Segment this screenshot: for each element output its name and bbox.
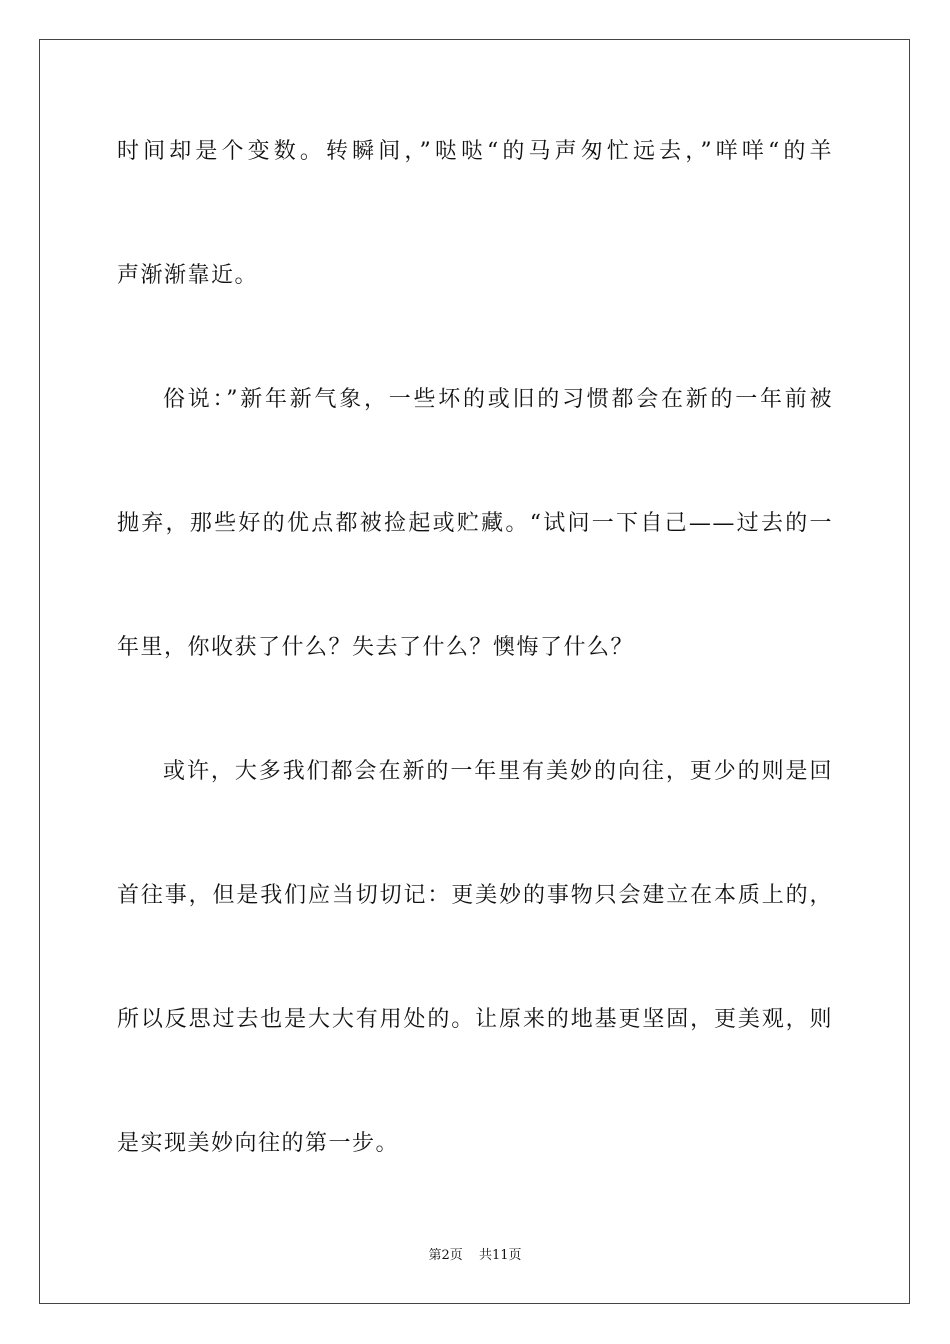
- text-line-6: 或许，大多我们都会在新的一年里有美妙的向往，更少的则是回: [163, 759, 833, 784]
- page-border: [39, 39, 910, 1304]
- text-line-3: 俗说：”新年新气象，一些坏的或旧的习惯都会在新的一年前被: [163, 387, 833, 412]
- page-footer: [0, 1247, 950, 1265]
- text-line-5: 年里，你收获了什么？失去了什么？懊悔了什么？: [117, 635, 635, 660]
- page-total: 共11页: [478, 1248, 522, 1263]
- text-line-7: 首往事，但是我们应当切切记：更美妙的事物只会建立在本质上的，: [117, 883, 833, 908]
- text-line-4: 抛弃，那些好的优点都被捡起或贮藏。“试问一下自己——过去的一: [117, 511, 833, 536]
- text-line-8: 所以反思过去也是大大有用处的。让原来的地基更坚固，更美观，则: [117, 1007, 833, 1032]
- text-line-2: 声渐渐靠近。: [117, 263, 259, 288]
- text-line-9: 是实现美妙向往的第一步。: [117, 1131, 400, 1156]
- text-line-1: 时间却是个变数。转瞬间，”哒哒“的马声匆忙远去，”咩咩“的羊: [117, 139, 833, 164]
- page-number: 第2页: [428, 1248, 463, 1263]
